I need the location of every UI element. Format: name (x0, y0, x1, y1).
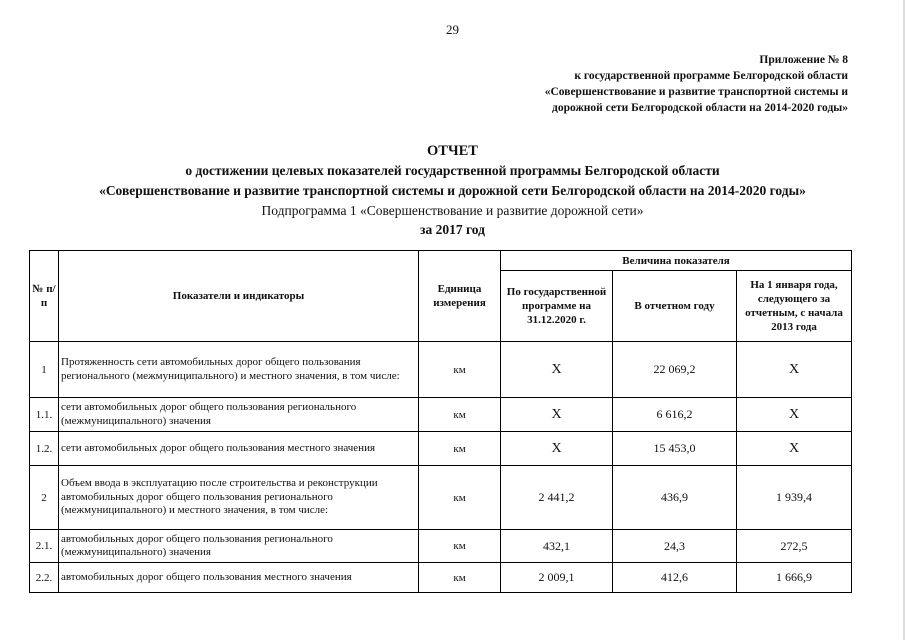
row-num: 2.1. (30, 530, 59, 563)
report-title-line-1: о достижении целевых показателей государственной программы Белгородской области (185, 163, 720, 178)
header-cumulative: На 1 января года, следующего за отчетным, с начала 2013 года (737, 271, 852, 342)
appendix-block (545, 52, 848, 116)
row-reporting: 436,9 (613, 466, 737, 530)
appendix-line-4: дорожной сети Белгородской области на 2014-2020 годы» (552, 102, 848, 114)
row-program: 2 009,1 (501, 563, 613, 593)
header-reporting: В отчетном году (613, 271, 737, 342)
row-name: Объем ввода в эксплуатацию после строительства и реконструкции автомобильных дорог общего пользования регионального (межмуниципального) и местного значения, в том числе: (59, 466, 419, 530)
table-row (30, 466, 852, 530)
row-unit: км (419, 342, 501, 398)
row-unit: км (419, 530, 501, 563)
report-title-block (0, 142, 905, 240)
row-reporting: 24,3 (613, 530, 737, 563)
row-reporting: 412,6 (613, 563, 737, 593)
table-row (30, 432, 852, 466)
subprogram-title: Подпрограмма 1 «Совершенствование и развитие дорожной сети» (261, 203, 644, 218)
row-name: автомобильных дорог общего пользования местного значения (59, 563, 419, 593)
header-unit: Единица измерения (419, 251, 501, 342)
row-reporting: 6 616,2 (613, 398, 737, 432)
page-number: 29 (446, 22, 459, 37)
table-row (30, 398, 852, 432)
table-row (30, 342, 852, 398)
row-name: Протяженность сети автомобильных дорог общего пользования регионального (межмуниципального) и местного значения, в том числе: (59, 342, 419, 398)
row-num: 1.2. (30, 432, 59, 466)
row-name: сети автомобильных дорог общего пользования регионального (межмуниципального) значения (59, 398, 419, 432)
row-program: 432,1 (501, 530, 613, 563)
row-cumulative: 272,5 (737, 530, 852, 563)
appendix-line-3: «Совершенствование и развитие транспортной системы и (544, 86, 848, 98)
row-name: автомобильных дорог общего пользования регионального (межмуниципального) значения (59, 530, 419, 563)
table-row (30, 530, 852, 563)
header-program: По государственной программе на 31.12.2020 г. (501, 271, 613, 342)
row-name: сети автомобильных дорог общего пользования местного значения (59, 432, 419, 466)
appendix-line-1: Приложение № 8 (759, 54, 848, 66)
row-unit: км (419, 563, 501, 593)
header-name: Показатели и индикаторы (59, 251, 419, 342)
row-num: 2 (30, 466, 59, 530)
indicators-table (29, 250, 852, 593)
row-program: Х (501, 432, 613, 466)
row-program: Х (501, 342, 613, 398)
row-program: 2 441,2 (501, 466, 613, 530)
row-cumulative: 1 939,4 (737, 466, 852, 530)
header-num: № п/п (30, 251, 59, 342)
row-cumulative: 1 666,9 (737, 563, 852, 593)
report-heading: ОТЧЕТ (427, 143, 478, 159)
row-cumulative: Х (737, 342, 852, 398)
row-reporting: 22 069,2 (613, 342, 737, 398)
table-row (30, 563, 852, 593)
row-num: 2.2. (30, 563, 59, 593)
row-program: Х (501, 398, 613, 432)
row-reporting: 15 453,0 (613, 432, 737, 466)
report-title-line-2: «Совершенствование и развитие транспортной системы и дорожной сети Белгородской области на 2014-2020 годы» (99, 183, 806, 198)
row-unit: км (419, 466, 501, 530)
appendix-line-2: к государственной программе Белгородской области (574, 70, 848, 82)
row-cumulative: Х (737, 432, 852, 466)
row-num: 1.1. (30, 398, 59, 432)
row-unit: км (419, 432, 501, 466)
report-period: за 2017 год (420, 222, 485, 237)
header-value-group: Величина показателя (501, 251, 852, 271)
row-unit: км (419, 398, 501, 432)
row-num: 1 (30, 342, 59, 398)
row-cumulative: Х (737, 398, 852, 432)
